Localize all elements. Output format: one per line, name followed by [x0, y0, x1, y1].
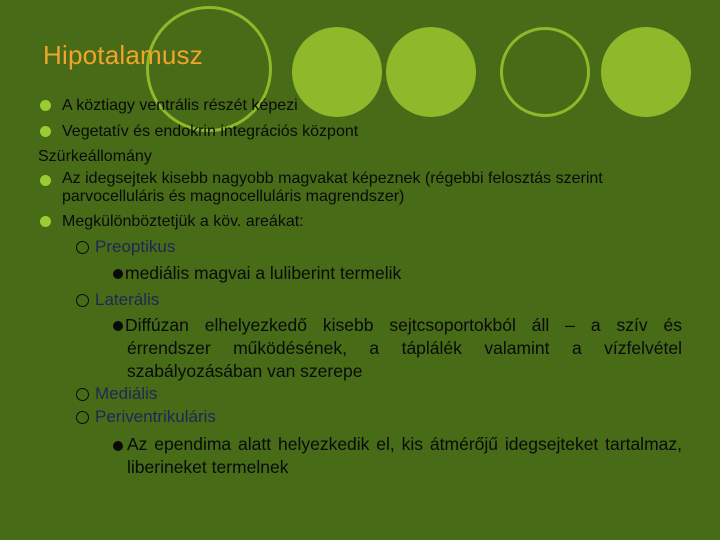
bullet-item	[40, 123, 358, 141]
decorative-ring	[500, 27, 590, 117]
bullet-dot-icon	[40, 100, 51, 111]
area-detail	[113, 263, 401, 284]
bullet-dot-icon	[113, 441, 123, 451]
hollow-circle-icon	[76, 241, 89, 254]
area-detail-text: Diffúzan elhelyezkedő kisebb sejtcsoportokból áll – a szív és érrendszer működésének, a táplálék valamint a vízfelvétel szabályozásában van szerepe	[125, 315, 682, 381]
hollow-circle-icon	[76, 388, 89, 401]
bullet-dot-icon	[40, 216, 51, 227]
area-name: Periventrikuláris	[95, 407, 216, 426]
hollow-circle-icon	[76, 294, 89, 307]
decorative-circle	[386, 27, 476, 117]
decorative-circle	[292, 27, 382, 117]
decorative-circle	[601, 27, 691, 117]
bullet-item	[40, 170, 662, 206]
hollow-circle-icon	[76, 411, 89, 424]
area-item	[76, 384, 157, 404]
bullet-text: Vegetatív és endokrin integrációs központ	[62, 123, 359, 140]
bullet-dot-icon	[113, 321, 123, 331]
area-name: Mediális	[95, 384, 158, 403]
area-name: Laterális	[95, 290, 160, 309]
area-item	[76, 407, 216, 427]
area-detail-text: Az ependima alatt helyezkedik el, kis átmérőjű idegsejteket tartalmaz, liberineket termelnek	[127, 434, 682, 477]
area-name: Preoptikus	[95, 237, 176, 256]
area-detail-text: mediális magvai a luliberint termelik	[125, 263, 402, 283]
bullet-text: Megkülönböztetjük a köv. areákat:	[62, 213, 304, 230]
bullet-item	[40, 97, 298, 115]
bullet-text: A köztiagy ventrális részét képezi	[62, 97, 298, 114]
area-item	[76, 237, 175, 257]
bullet-dot-icon	[40, 175, 51, 186]
bullet-text: Az idegsejtek kisebb nagyobb magvakat képeznek (régebbi felosztás szerint parvocelluláris és magnocelluláris magrendszer)	[62, 170, 603, 205]
slide-title: Hipotalamusz	[43, 40, 203, 70]
bullet-dot-icon	[113, 269, 123, 279]
bullet-item	[40, 213, 304, 231]
bullet-dot-icon	[40, 126, 51, 137]
subheading: Szürkeállomány	[38, 148, 152, 165]
area-item	[76, 290, 159, 310]
